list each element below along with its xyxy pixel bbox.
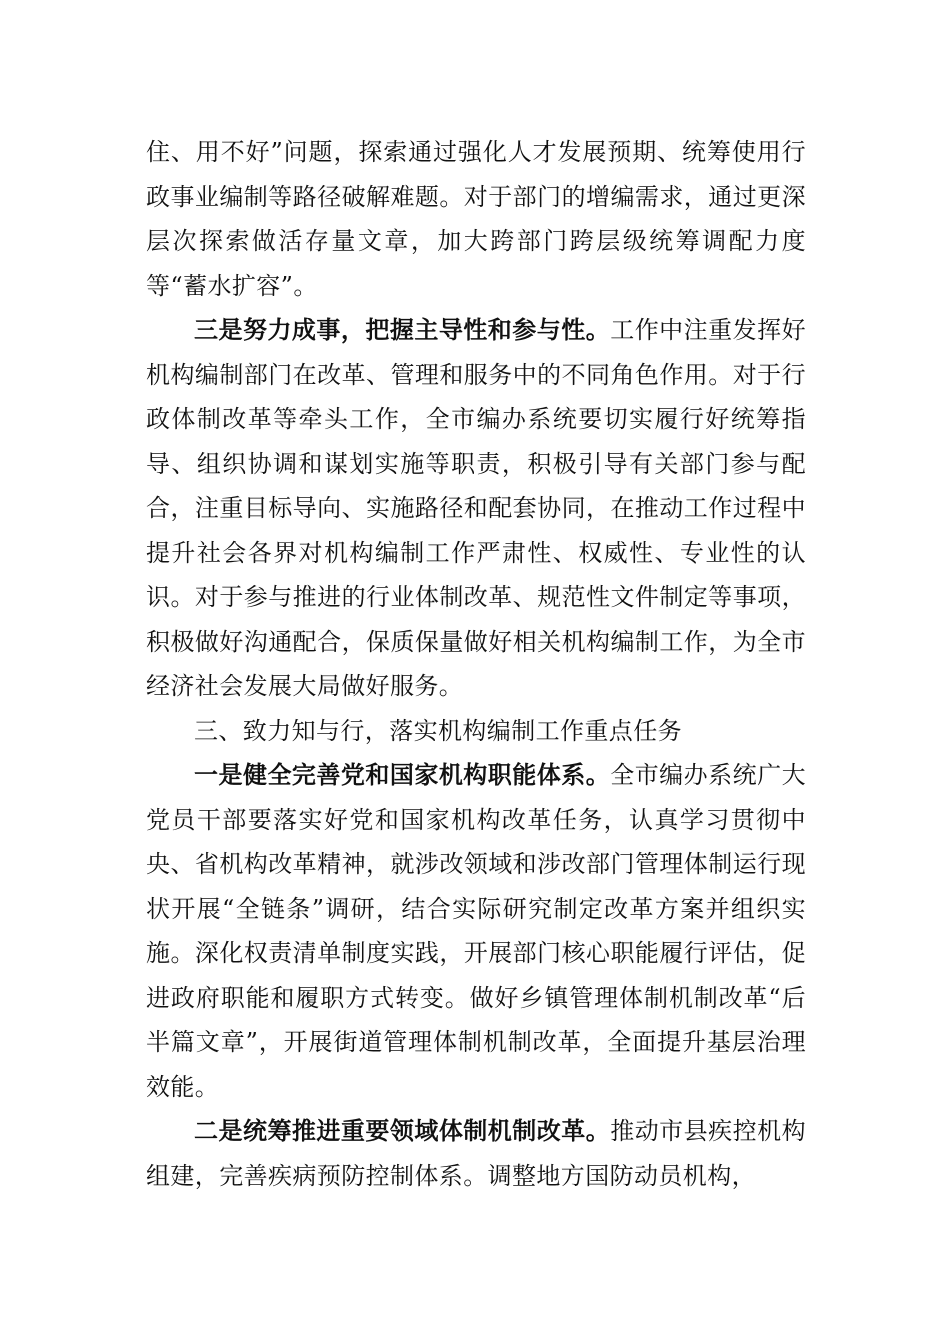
- paragraph-lead-sentence: 一是健全完善党和国家机构职能体系。: [194, 761, 611, 789]
- section-heading: 三、致力知与行，落实机构编制工作重点任务: [194, 716, 682, 745]
- paragraph-text: 推动市县疾控机构组建，完善疾病预防控制体系。调整地方国防动员机构，: [146, 1117, 806, 1190]
- paragraph-lead-sentence: 三是努力成事，把握主导性和参与性。: [194, 316, 611, 344]
- paragraph-talent-usage: [146, 130, 806, 308]
- paragraph-text: 工作中注重发挥好机构编制部门在改革、管理和服务中的不同角色作用。对于行政体制改革等牵头工作，全市编办系统要切实履行好统筹指导、组织协调和谋划实施等职责，积极引导有关部门参与配合，注重目标导向、实施路径和配套协同，在推动工作过程中提升社会各界对机构编制工作严肃性、权威性、专业性的认识。对于参与推进的行业体制改革、规范性文件制定等事项，积极做好沟通配合，保质保量做好相关机构编制工作，为全市经济社会发展大局做好服务。: [146, 316, 806, 700]
- paragraph-text: 全市编办系统广大党员干部要落实好党和国家机构改革任务，认真学习贯彻中央、省机构改革精神，就涉改领域和涉改部门管理体制运行现状开展“全链条”调研，结合实际研究制定改革方案并组织实施。深化权责清单制度实践，开展部门核心职能履行评估，促进政府职能和履职方式转变。做好乡镇管理体制机制改革“后半篇文章”，开展街道管理体制机制改革，全面提升基层治理效能。: [146, 761, 806, 1101]
- paragraph-lead-sentence: 二是统筹推进重要领域体制机制改革。: [194, 1117, 611, 1145]
- paragraph-first-task: [146, 753, 806, 1109]
- paragraph-text: 住、用不好”问题，探索通过强化人才发展预期、统筹使用行政事业编制等路径破解难题。对于部门的增编需求，通过更深层次探索做活存量文章，加大跨部门跨层级统筹调配力度等“蓄水扩容”。: [146, 138, 806, 300]
- paragraph-second-task: [146, 1109, 806, 1198]
- paragraph-third-point: [146, 308, 806, 709]
- document-body: [146, 130, 806, 1198]
